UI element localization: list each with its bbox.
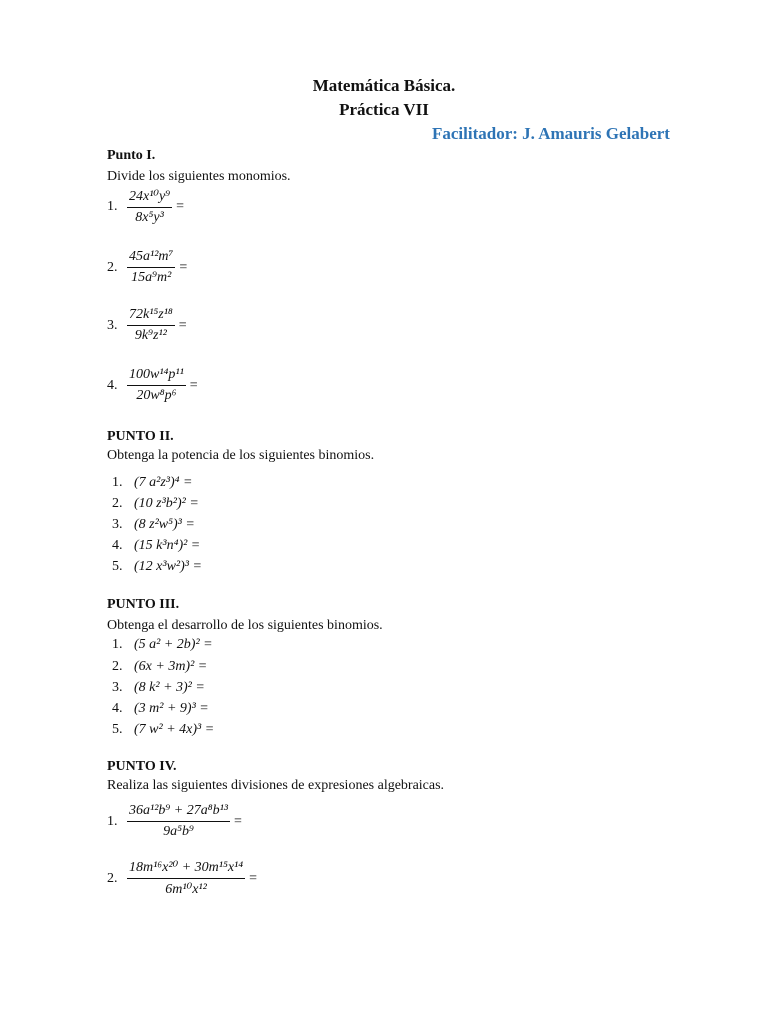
item-number: 2. [112,659,123,674]
document-title: Matemática Básica. [312,76,456,95]
equals-sign: = [176,199,185,214]
facilitator-name: Facilitador: J. Amauris Gelabert [432,124,670,143]
item-number: 4. [112,701,123,716]
exercise-2-5 [112,559,202,575]
exercise-3-2 [112,659,207,675]
exercise-4-1 [107,803,242,840]
fraction [127,307,175,344]
equals-sign: = [189,377,198,393]
exercise-4-2 [107,859,257,898]
item-number: 3. [112,680,123,695]
item-number: 1. [107,199,118,214]
numerator: 72k¹⁵z¹⁸ [127,307,175,326]
section-instruction-punto-4: Realiza las siguientes divisiones de expresiones algebraicas. [107,778,445,793]
denominator: 6m¹⁰x¹² [165,882,207,897]
section-heading-punto-1: Punto I. [107,148,156,163]
equals-sign: = [179,259,188,275]
exercise-2-2 [112,496,199,512]
denominator: 8x⁵y³ [135,210,164,225]
section-heading-punto-3: PUNTO III. [107,597,180,612]
item-number: 2. [107,259,118,275]
section-instruction-punto-2: Obtenga la potencia de los siguientes binomios. [107,448,375,463]
numerator: 24x¹⁰y⁹ [127,188,172,208]
denominator: 20w⁸p⁶ [136,388,177,403]
item-number: 4. [107,377,118,393]
expression: (12 x³w²)³ = [134,559,202,574]
denominator: 9k⁹z¹² [134,328,167,343]
fraction [127,249,175,286]
section-instruction-punto-3: Obtenga el desarrollo de los siguientes binomios. [107,618,383,633]
equals-sign: = [233,813,242,829]
numerator: 100w¹⁴p¹¹ [127,367,186,386]
section-instruction-punto-1: Divide los siguientes monomios. [107,169,291,184]
item-number: 3. [112,517,123,532]
expression: (10 z³b²)² = [134,496,199,511]
denominator: 9a⁵b⁹ [163,824,194,839]
item-number: 4. [112,538,123,553]
equals-sign: = [178,317,187,333]
exercise-3-5 [112,722,214,738]
numerator: 45a¹²m⁷ [127,249,175,268]
exercise-2-1 [112,475,192,491]
exercise-1-3 [107,307,187,344]
fraction [127,367,186,404]
equals-sign: = [249,870,258,886]
item-number: 1. [112,475,123,490]
section-heading-punto-2: PUNTO II. [107,429,174,444]
expression: (15 k³n⁴)² = [134,538,201,553]
exercise-2-3 [112,517,195,533]
exercise-3-4 [112,701,209,717]
fraction [127,859,245,898]
expression: (7 a²z³)⁴ = [134,475,193,490]
item-number: 5. [112,559,123,574]
exercise-1-4 [107,367,198,404]
denominator: 15a⁹m² [131,270,172,285]
expression: (3 m² + 9)³ = [134,701,209,716]
exercise-3-3 [112,680,205,696]
numerator: 36a¹²b⁹ + 27a⁸b¹³ [127,803,230,822]
expression: (6x + 3m)² = [134,659,208,674]
numerator: 18m¹⁶x²⁰ + 30m¹⁵x¹⁴ [127,859,245,879]
fraction [127,188,172,226]
document-subtitle: Práctica VII [339,100,429,119]
expression: (8 z²w⁵)³ = [134,517,195,532]
exercise-2-4 [112,538,200,554]
expression: (7 w² + 4x)³ = [134,722,215,737]
expression: (8 k² + 3)² = [134,680,205,695]
exercise-1-2 [107,249,187,286]
section-heading-punto-4: PUNTO IV. [107,759,177,774]
item-number: 1. [107,813,118,829]
item-number: 1. [112,637,123,652]
item-number: 2. [112,496,123,511]
item-number: 3. [107,317,118,333]
exercise-3-1 [112,637,213,653]
item-number: 2. [107,870,118,886]
exercise-1-1 [107,188,184,226]
fraction [127,803,230,840]
item-number: 5. [112,722,123,737]
expression: (5 a² + 2b)² = [134,637,213,652]
